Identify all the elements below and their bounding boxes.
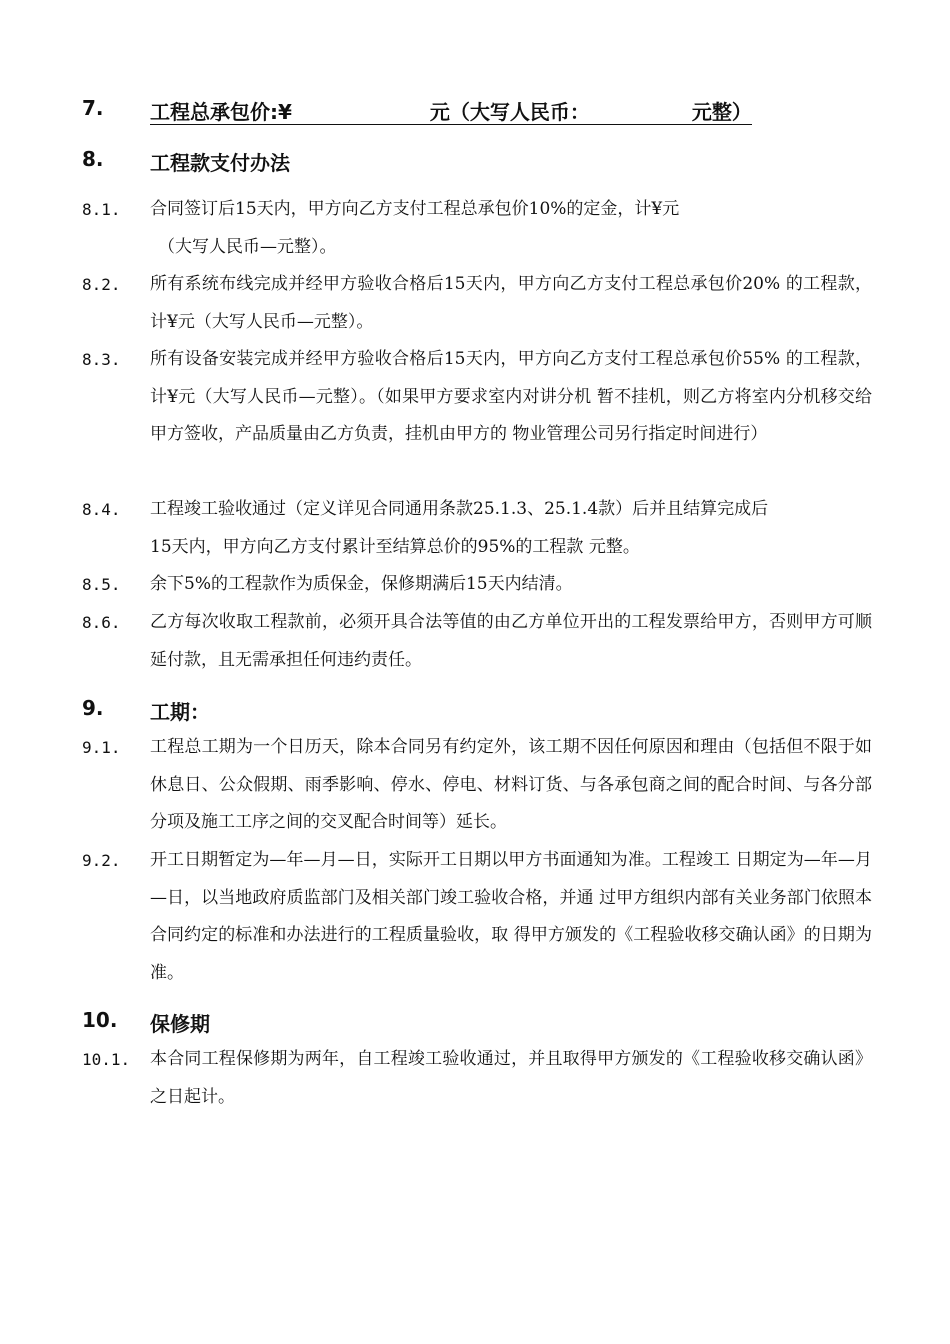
clause-text: 合同签订后15天内，甲方向乙方支付工程总承包价10%的定金，计¥元 — [150, 199, 680, 219]
clause-text: 所有系统布线完成并经甲方验收合格后15天内，甲方向乙方支付工程总承包价20% 的工程款，计¥元（大写人民币—元整）。 — [150, 274, 872, 332]
clause-number: 8.1. — [82, 200, 121, 219]
clause-8-6 — [82, 604, 872, 679]
clause-number: 9.1. — [82, 738, 121, 757]
clause-text: 所有设备安装完成并经甲方验收合格后15天内，甲方向乙方支付工程总承包价55% 的工程款，计¥元（大写人民币—元整）。（如果甲方要求室内对讲分机 暂不挂机，则乙方将室内分机移交给甲方签收，产品质量由乙方负责，挂机由甲方的 物业管理公司另行指定时间进行） — [150, 349, 872, 444]
clause-text: 本合同工程保修期为两年，自工程竣工验收通过，并且取得甲方颁发的《工程验收移交确认函》之日起计。 — [150, 1049, 872, 1107]
clause-8-2 — [82, 266, 872, 341]
clause-number: 8.6. — [82, 613, 121, 632]
section-title: 工程款支付办法 — [150, 151, 290, 175]
clause-number: 8.5. — [82, 575, 121, 594]
clause-text: 工程总工期为一个日历天，除本合同另有约定外，该工期不因任何原因和理由（包括但不限于如休息日、公众假期、雨季影响、停水、停电、材料订货、与各承包商之间的配合时间、与各分部分项及施工工序之间的交叉配合时间等）延长。 — [150, 737, 872, 832]
clause-8-3 — [82, 341, 872, 454]
section-title: 保修期 — [150, 1012, 210, 1036]
clause-number: 8.2. — [82, 275, 121, 294]
price-amount-blank — [292, 98, 430, 125]
clause-9-1 — [82, 729, 872, 842]
clause-text: 乙方每次收取工程款前，必须开具合法等值的由乙方单位开出的工程发票给甲方，否则甲方可顺延付款，且无需承担任何违约责任。 — [150, 612, 872, 670]
section-title: 工期： — [150, 700, 210, 724]
clause-number: 8.4. — [82, 500, 121, 519]
section-number: 9. — [82, 696, 104, 720]
clause-number: 8.3. — [82, 350, 121, 369]
clause-8-1 — [82, 191, 872, 266]
price-capital-label: 元（大写人民币： — [429, 100, 590, 124]
price-capital-blank — [590, 98, 692, 125]
contract-price-line — [150, 96, 752, 125]
clause-text: 工程竣工验收通过（定义详见合同通用条款25.1.3、25.1.4款）后并且结算完成后 — [150, 499, 769, 519]
clause-8-5 — [82, 566, 872, 604]
section-number: 8. — [82, 147, 104, 171]
clause-number: 9.2. — [82, 851, 121, 870]
clause-8-4 — [82, 491, 872, 566]
clause-text: 开工日期暂定为—年—月—日，实际开工日期以甲方书面通知为准。工程竣工 日期定为—年—月—日，以当地政府质监部门及相关部门竣工验收合格，并通 过甲方组织内部有关业务部门依照本合同约定的标准和办法进行的工程质量验收，取 得甲方颁发的《工程验收移交确认函》的日期为准。 — [150, 850, 872, 983]
clause-text-continued: （大写人民币—元整）。 — [158, 236, 337, 257]
clause-text: 余下5%的工程款作为质保金，保修期满后15天内结清。 — [150, 574, 573, 594]
section-number: 7. — [82, 96, 104, 120]
clause-number: 10.1. — [82, 1050, 131, 1069]
contract-price-label: 工程总承包价:¥ — [150, 100, 292, 124]
section-number: 10. — [82, 1008, 118, 1032]
clause-10-1 — [82, 1041, 872, 1116]
price-end-label: 元整） — [691, 100, 752, 124]
clause-9-2 — [82, 842, 872, 992]
clause-text-continued: 15天内，甲方向乙方支付累计至结算总价的95%的工程款 元整。 — [150, 536, 640, 557]
